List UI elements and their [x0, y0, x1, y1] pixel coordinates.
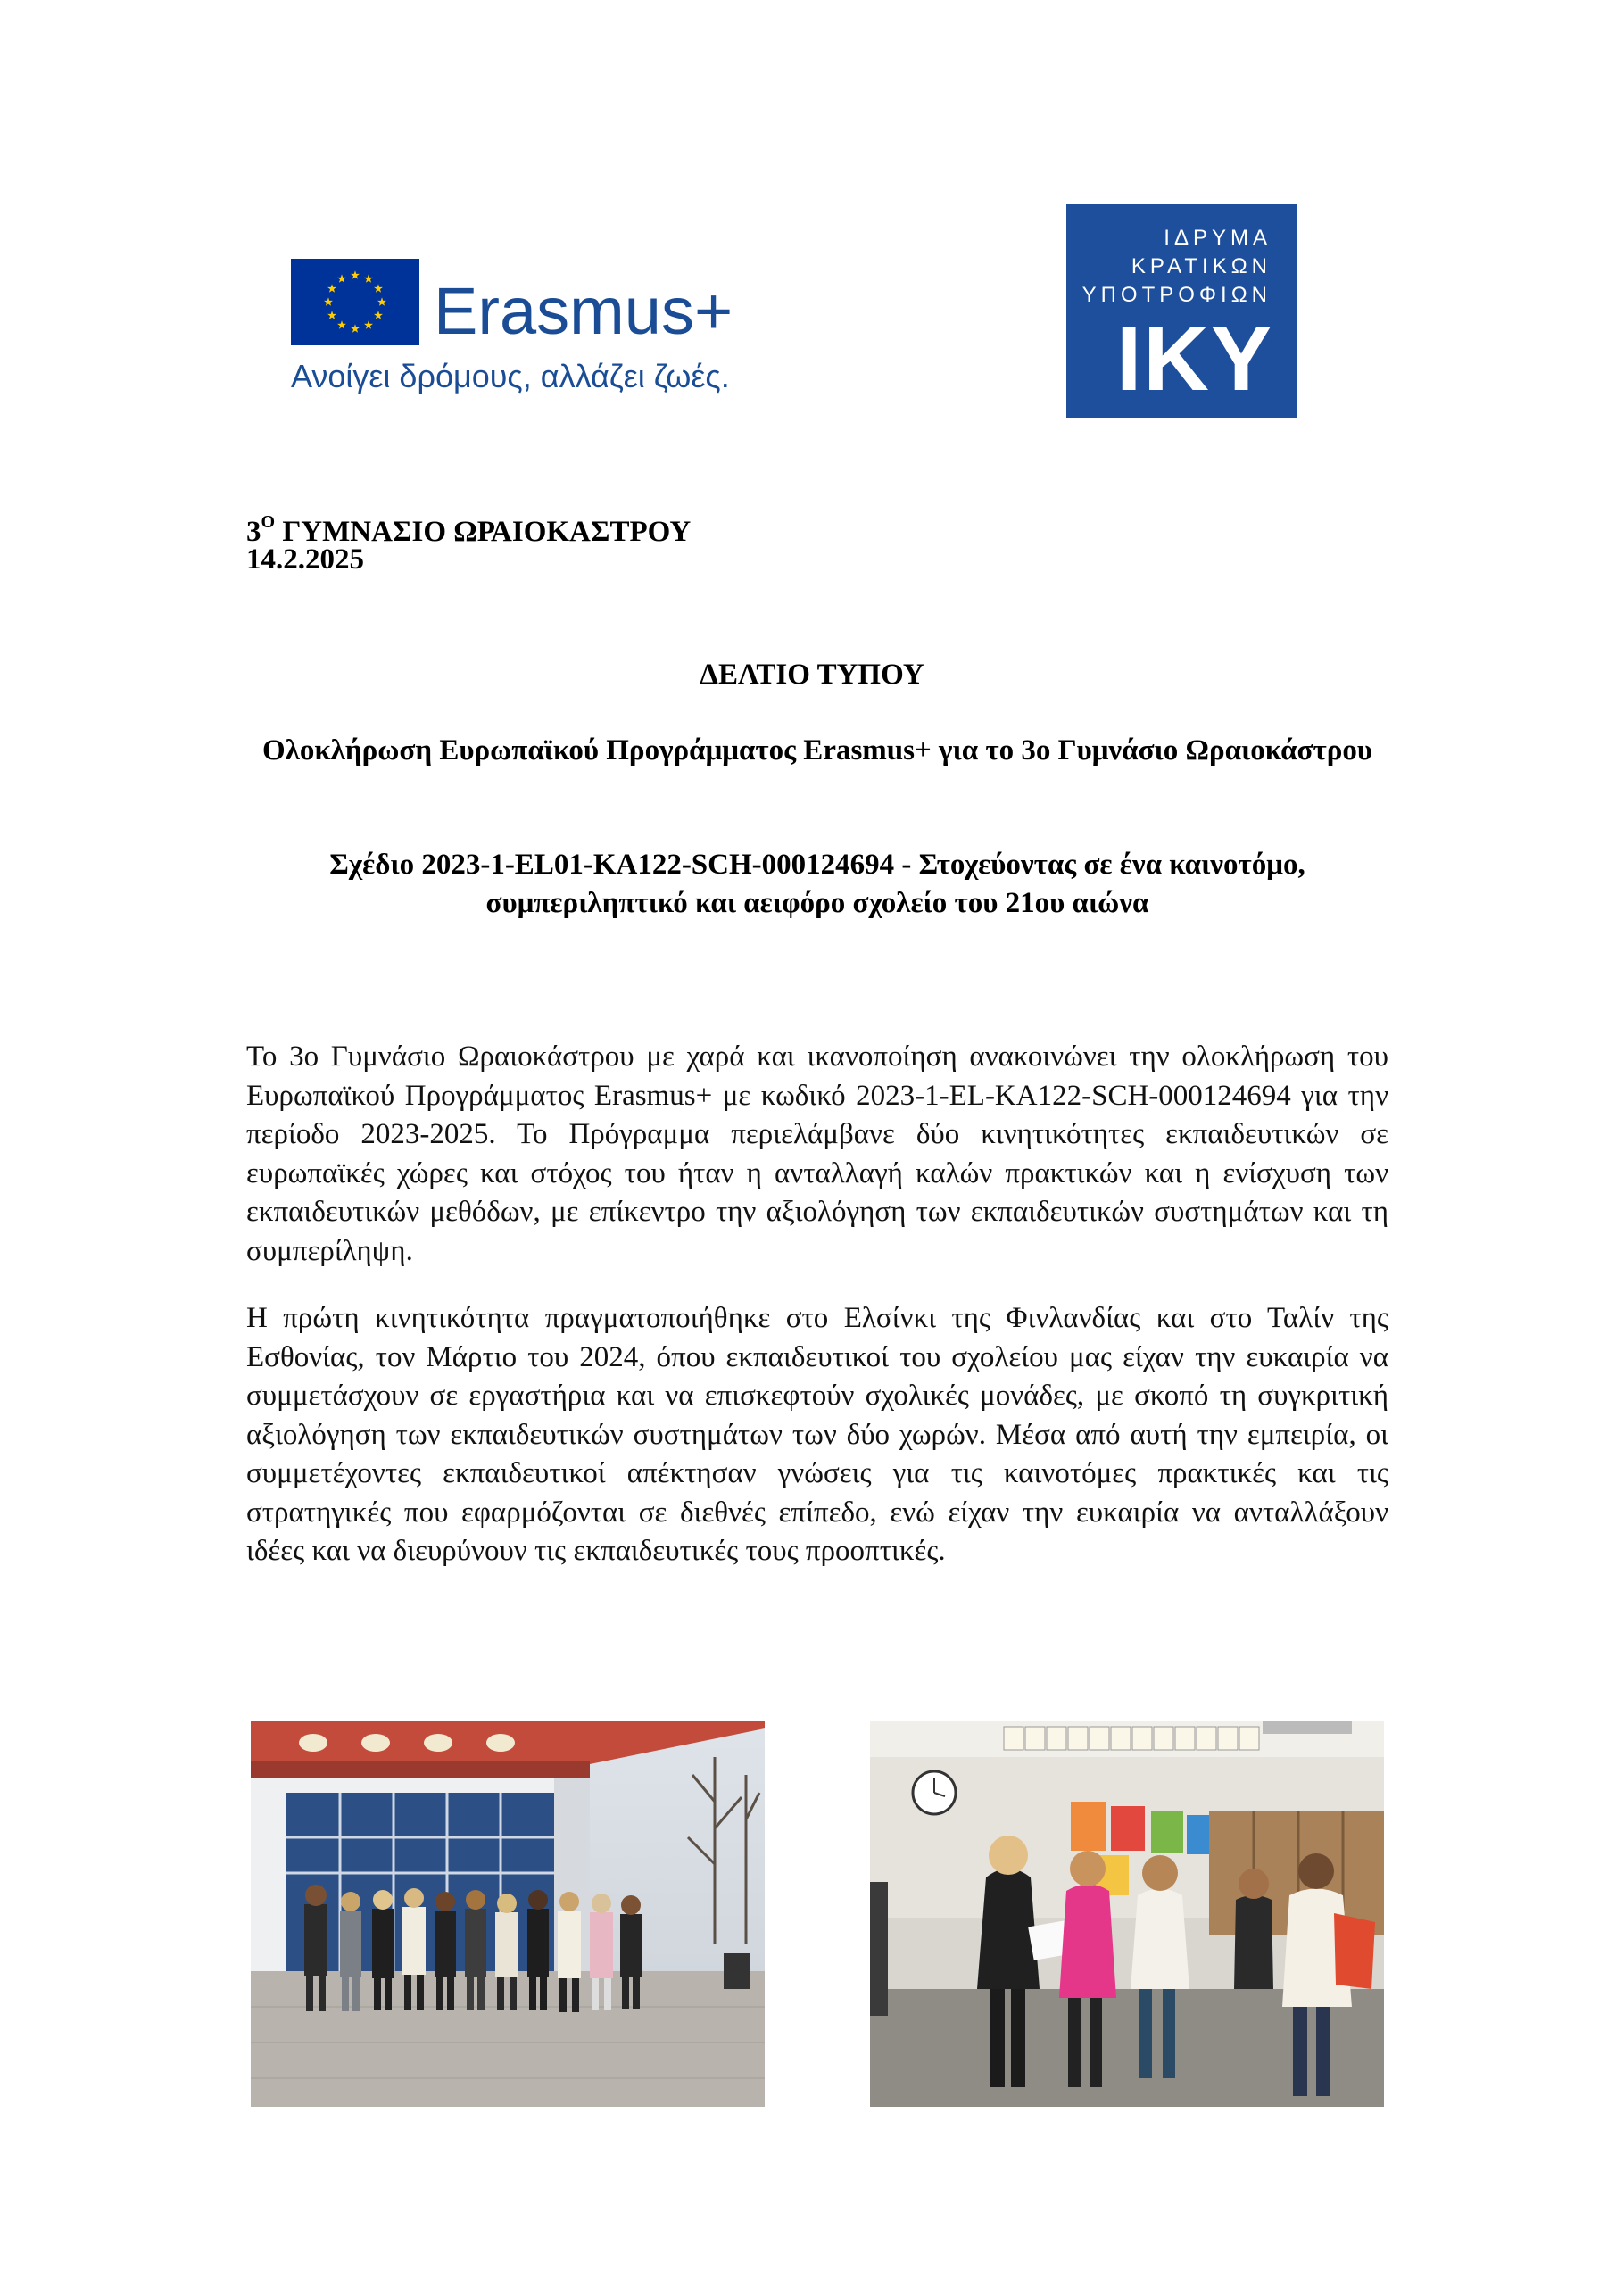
iky-logo-line-2: ΚΡΑΤΙΚΩΝ [1131, 254, 1272, 278]
iky-logo [1066, 204, 1297, 418]
project-title: Σχέδιο 2023-1-EL01-KA122-SCH-000124694 - Στοχεύοντας σε ένα καινοτόμο, συμπεριληπτικό και αειφόρο σχολείο του 21ου αιώνα [329, 849, 1305, 919]
school-title: ΓΥΜΝΑΣΙΟ ΩΡΑΙΟΚΑΣΤΡΟΥ [275, 516, 692, 548]
iky-logo-line-1: ΙΔΡΥΜΑ [1164, 226, 1272, 250]
erasmus-slogan: Ανοίγει δρόμους, αλλάζει ζωές. [291, 358, 730, 394]
body-paragraph-2: Η πρώτη κινητικότητα πραγματοποιήθηκε στο Ελσίνκι της Φινλανδίας και στο Ταλίν της Εσθονίας, τον Μάρτιο του 2024, όπου εκπαιδευτικοί του σχολείου μας είχαν την ευκαιρία να συμμετάσχουν σε εργαστήρια και να επισκεφτούν σχολικές μονάδες, με σκοπό τη συγκριτική αξιολόγηση των εκπαιδευτικών συστημάτων των δύο χωρών. Μέσα από αυτή την εμπειρία, οι συμμετέχοντες εκπαιδευτικοί απέκτησαν γνώσεις για τις καινοτόμες πρακτικές και τις στρατηγικές που εφαρμόζονται σε διεθνές επίπεδο, ενώ είχαν την ευκαιρία να ανταλλάξουν ιδέες και να διευρύνουν τις εκπαιδευτικές τους προοπτικές. [246, 1302, 1388, 1567]
iky-logo-line-3: ΥΠΟΤΡΟΦΙΩΝ [1081, 283, 1272, 307]
eu-flag-icon [291, 259, 419, 345]
photo-group-outside-school [251, 1721, 765, 2107]
erasmus-wordmark: Erasmus+ [434, 274, 733, 348]
school-ordinal-superscript: Ο [261, 512, 276, 532]
press-release-heading: ΔΕΛΤΙΟ ΤΥΠΟΥ [700, 659, 924, 691]
erasmus-plus-logo [291, 259, 737, 402]
iky-logo-acronym: ΙΚΥ [1115, 308, 1273, 410]
school-number: 3 [246, 516, 261, 548]
body-paragraph-1: Το 3ο Γυμνάσιο Ωραιοκάστρου με χαρά και ικανοποίηση ανακοινώνει την ολοκλήρωση του Ευρωπαϊκού Προγράμματος Erasmus+ με κωδικό 2023-1-EL-KA122-SCH-000124694 για την περίοδο 2023-2025. Το Πρόγραμμα περιελάμβανε δύο κινητικότητες εκπαιδευτικών σε ευρωπαϊκές χώρες και στόχος του ήταν η ανταλλαγή καλών πρακτικών και η ενίσχυση των εκπαιδευτικών μεθόδων, με επίκεντρο την αξιολόγηση των εκπαιδευτικών συστημάτων και τη συμπερίληψη. [246, 1040, 1388, 1267]
photo-teachers-in-classroom [870, 1721, 1384, 2107]
press-release-subtitle: Ολοκλήρωση Ευρωπαϊκού Προγράμματος Erasmus+ για το 3ο Γυμνάσιο Ωραιοκάστρου [261, 734, 1372, 767]
document-date: 14.2.2025 [246, 543, 364, 576]
